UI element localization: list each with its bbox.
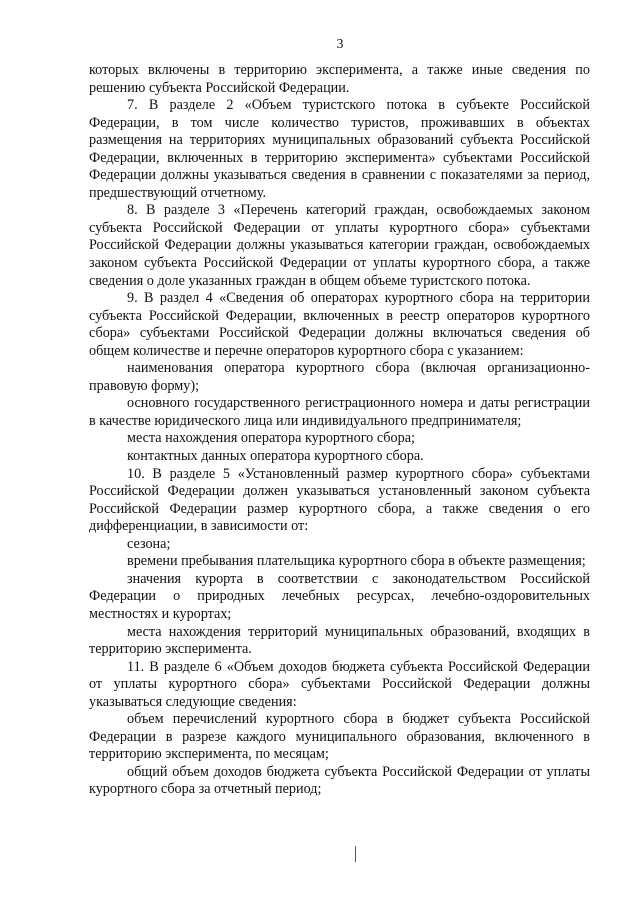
list-item-registration-number: основного государственного регистрационного номера и даты регистрации в качестве юридического лица или индивидуального предпринимателя;	[89, 395, 590, 429]
page-number: 3	[336, 37, 344, 52]
list-item-stay-duration: времени пребывания плательщика курортного сбора в объекте размещения;	[127, 553, 586, 570]
list-item-operator-name: наименования оператора курортного сбора (включая организационно-правовую форму);	[89, 360, 590, 394]
paragraph-item-8: 8. В разделе 3 «Перечень категорий граждан, освобождаемых законом субъекта Российской Федерации от уплаты курортного сбора» субъектами Российской Федерации должны указываться категории граждан, освобождаемых законом субъекта Российской Федерации от уплаты курортного сбора, а также сведения о доле указанных граждан в общем объеме туристского потока.	[89, 202, 590, 289]
list-item-transfers-volume: объем перечислений курортного сбора в бюджет субъекта Российской Федерации в разрезе каждого муниципального образования, включенного в территорию эксперимента, по месяцам;	[89, 711, 590, 763]
list-item-operator-contacts: контактных данных оператора курортного сбора.	[127, 448, 424, 465]
list-item-territory-location: места нахождения территорий муниципальных образований, входящих в территорию эксперимента.	[89, 623, 590, 658]
paragraph-item-10: 10. В разделе 5 «Установленный размер курортного сбора» субъектами Российской Федерации должен указываться установленный законом субъекта Российской Федерации размер курортного сбора, а также сведения о его дифференциации, в зависимости от:	[89, 465, 590, 535]
list-item-total-revenue: общий объем доходов бюджета субъекта Российской Федерации от уплаты курортного сбора за отчетный период;	[89, 763, 590, 798]
paragraph-continuation: которых включены в территорию эксперимента, а также иные сведения по решению субъекта Российской Федерации.	[89, 62, 590, 96]
list-item-season: сезона;	[127, 535, 171, 552]
paragraph-item-9: 9. В раздел 4 «Сведения об операторах курортного сбора на территории субъекта Российской Федерации, включенных в реестр операторов курортного сбора» субъектами Российской Федерации должны включаться сведения об общем количестве и перечне операторов курортного сбора с указанием:	[89, 290, 590, 359]
list-item-resort-significance: значения курорта в соответствии с законодательством Российской Федерации о природных лечебных ресурсах, лечебно-оздоровительных местностях и курортах;	[89, 570, 590, 622]
document-body	[89, 62, 590, 799]
scan-artifact-mark	[355, 846, 356, 862]
paragraph-item-7: 7. В разделе 2 «Объем туристского потока в субъекте Российской Федерации, в том числе количество туристов, проживавших в объектах размещения на территориях муниципальных образований субъекта Российской Федерации, включенных в территорию эксперимента» субъектами Российской Федерации должны указываться сведения в сравнении с показателями за период, предшествующий отчетному.	[89, 97, 590, 201]
list-item-operator-location: места нахождения оператора курортного сбора;	[127, 430, 415, 447]
paragraph-item-11: 11. В разделе 6 «Объем доходов бюджета субъекта Российской Федерации от уплаты курортного сбора» субъектами Российской Федерации должны указываться следующие сведения:	[89, 658, 590, 710]
